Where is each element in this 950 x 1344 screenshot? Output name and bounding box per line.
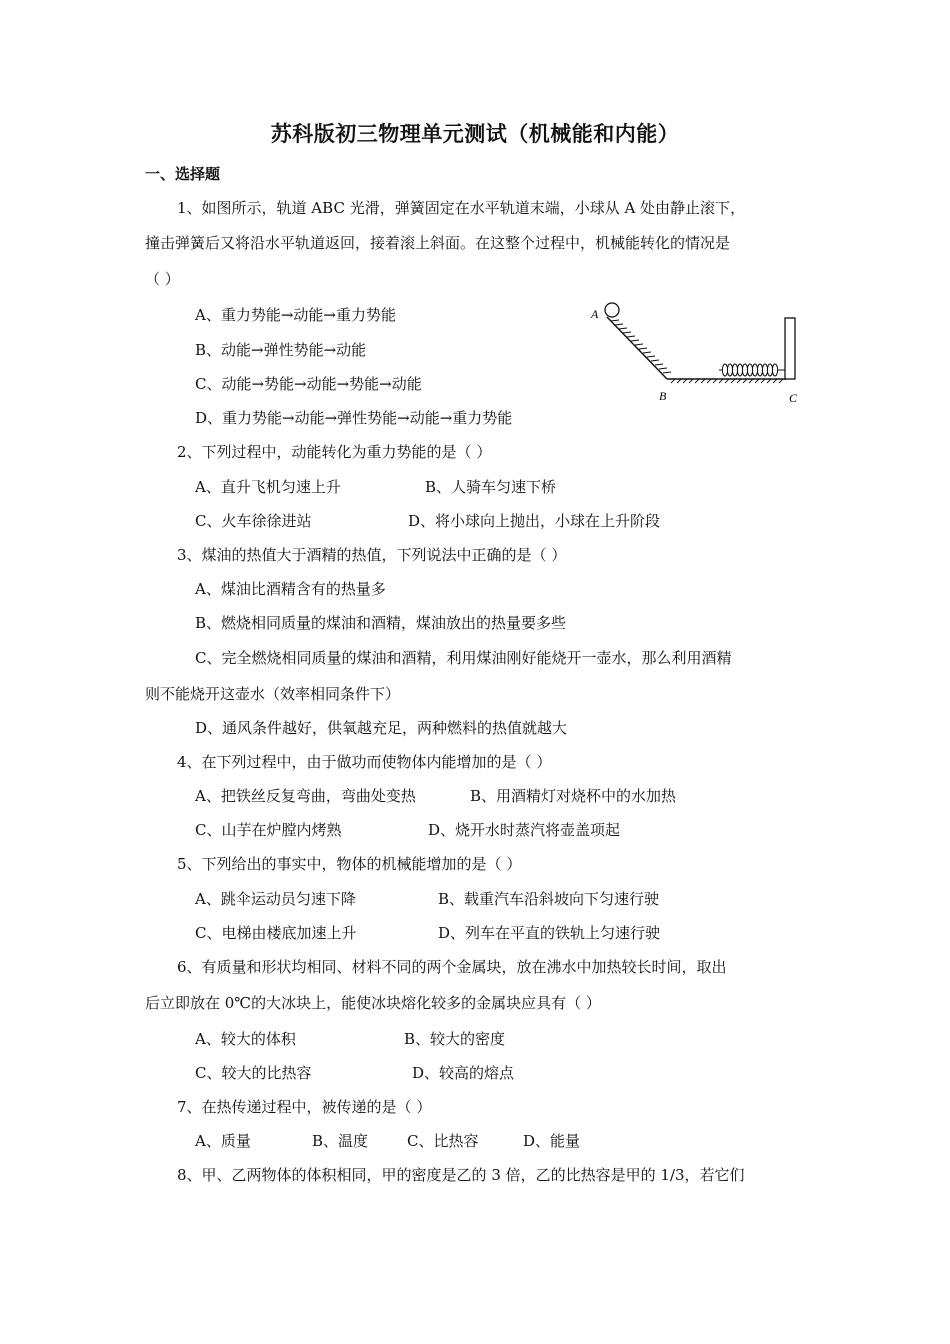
question-2-option-d: D、将小球向上抛出，小球在上升阶段	[408, 512, 661, 530]
question-4-option-a: A、把铁丝反复弯曲，弯曲处变热	[195, 787, 416, 805]
question-2-option-a: A、直升飞机匀速上升	[195, 478, 341, 496]
question-1-line-1: 1、如图所示，轨道 ABC 光滑，弹簧固定在水平轨道末端，小球从 A 处由静止滚下，	[177, 199, 746, 217]
question-1-option-d: D、重力势能→动能→弹性势能→动能→重力势能	[195, 409, 513, 427]
question-5-option-a: A、跳伞运动员匀速下降	[195, 890, 356, 908]
question-6-option-d: D、较高的熔点	[412, 1064, 515, 1082]
question-1-line-2: 撞击弹簧后又将沿水平轨道返回，接着滚上斜面。在这整个过程中，机械能转化的情况是	[145, 234, 731, 252]
question-5-option-c: C、电梯由楼底加速上升	[195, 924, 357, 942]
question-6-line-2: 后立即放在 0℃的大冰块上，能使冰块熔化较多的金属块应具有（ ）	[145, 994, 601, 1012]
question-6-option-b: B、较大的密度	[404, 1030, 506, 1048]
question-7-option-c: C、比热容	[407, 1132, 479, 1150]
label-c: C	[789, 391, 798, 405]
track-spring-diagram	[585, 298, 810, 410]
label-a: A	[591, 307, 599, 321]
question-7-option-a: A、质量	[195, 1132, 251, 1150]
question-3-stem: 3、煤油的热值大于酒精的热值，下列说法中正确的是（ ）	[177, 546, 567, 564]
question-3-option-a: A、煤油比酒精含有的热量多	[195, 580, 386, 598]
question-1-line-3: （ ）	[145, 270, 180, 288]
question-2-stem: 2、下列过程中，动能转化为重力势能的是（ ）	[177, 443, 492, 461]
question-5-stem: 5、下列给出的事实中，物体的机械能增加的是（ ）	[177, 855, 522, 873]
question-2-option-b: B、人骑车匀速下桥	[425, 478, 557, 496]
question-6-option-c: C、较大的比热容	[195, 1064, 312, 1082]
question-6-line-1: 6、有质量和形状均相同、材料不同的两个金属块，放在沸水中加热较长时间，取出	[177, 958, 727, 976]
question-4-option-c: C、山芋在炉膛内烤熟	[195, 821, 342, 839]
question-4-stem: 4、在下列过程中，由于做功而使物体内能增加的是（ ）	[177, 753, 552, 771]
question-1-option-a: A、重力势能→动能→重力势能	[195, 306, 396, 324]
question-3-option-c-line-1: C、完全燃烧相同质量的煤油和酒精，利用煤油刚好能烧开一壶水，那么利用酒精	[195, 649, 732, 667]
question-3-option-d: D、通风条件越好，供氧越充足，两种燃料的热值就越大	[195, 719, 568, 737]
label-b: B	[659, 389, 667, 403]
question-6-option-a: A、较大的体积	[195, 1030, 296, 1048]
question-7-stem: 7、在热传递过程中，被传递的是（ ）	[177, 1098, 432, 1116]
question-1-option-b: B、动能→弹性势能→动能	[195, 341, 367, 359]
question-2-option-c: C、火车徐徐进站	[195, 512, 312, 530]
question-1-option-c: C、动能→势能→动能→势能→动能	[195, 375, 422, 393]
question-3-option-c-line-2: 则不能烧开这壶水（效率相同条件下）	[145, 685, 401, 703]
question-4-option-b: B、用酒精灯对烧杯中的水加热	[470, 787, 677, 805]
question-3-option-b: B、燃烧相同质量的煤油和酒精，煤油放出的热量要多些	[195, 614, 567, 632]
spring-icon	[719, 364, 785, 376]
ball-icon	[605, 303, 619, 317]
question-7-option-b: B、温度	[312, 1132, 369, 1150]
question-5-option-d: D、列车在平直的铁轨上匀速行驶	[438, 924, 661, 942]
document-title: 苏科版初三物理单元测试（机械能和内能）	[270, 121, 680, 146]
section-heading: 一、选择题	[145, 165, 221, 183]
question-5-option-b: B、载重汽车沿斜坡向下匀速行驶	[438, 890, 660, 908]
question-4-option-d: D、烧开水时蒸汽将壶盖项起	[428, 821, 621, 839]
question-7-option-d: D、能量	[523, 1132, 581, 1150]
question-8-line-1: 8、甲、乙两物体的体积相同，甲的密度是乙的 3 倍，乙的比热容是甲的 1/3，若它们	[177, 1166, 745, 1184]
